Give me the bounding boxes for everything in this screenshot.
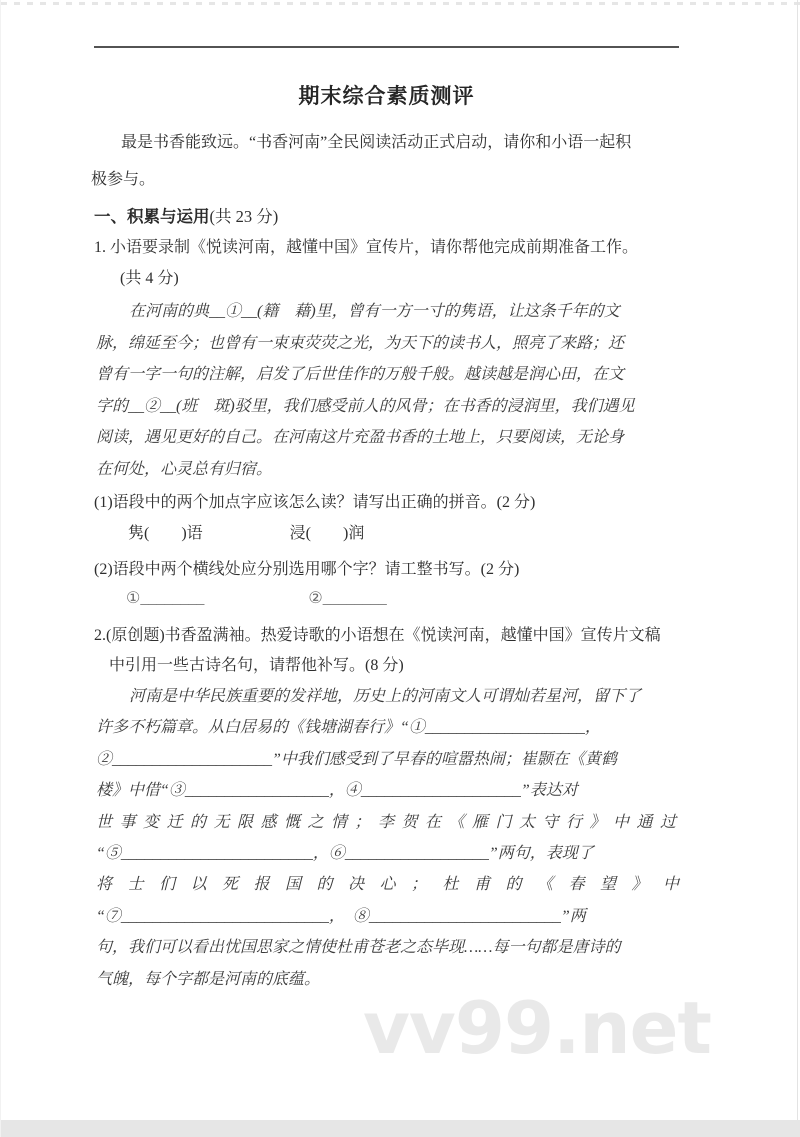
passage-line: 楼》中借“③__________________，④____________________”表达对 bbox=[96, 782, 578, 800]
pinyin-answer-line bbox=[94, 524, 684, 544]
intro-line: 极参与。 bbox=[91, 171, 156, 188]
pinyin-blank-jin: 浸( )润 bbox=[289, 525, 365, 542]
char-blank-1: ①________ bbox=[126, 590, 205, 607]
passage-line: 在何处，心灵总有归宿。 bbox=[96, 460, 273, 478]
question-1 bbox=[94, 232, 684, 294]
intro-line: 最是书香能致远。“书香河南”全民阅读活动正式启动，请你和小语一起积 bbox=[121, 134, 632, 151]
question-2-passage bbox=[96, 681, 695, 995]
question-1-sub1: (1)语段中的两个加点字应该怎么读？请写出正确的拼音。(2 分) bbox=[94, 494, 536, 511]
intro-paragraph bbox=[91, 124, 685, 198]
page-title: 期末综合素质测评 bbox=[298, 84, 475, 108]
section-heading-score: (共 23 分) bbox=[209, 207, 279, 226]
question-2 bbox=[94, 621, 686, 681]
passage-line: 在河南的典__①__(籍 藉)里，曾有一方一寸的隽语，让这条千年的文 bbox=[129, 303, 620, 320]
passage-line: 阅读，遇见更好的自己。在河南这片充盈书香的土地上，只要阅读，无论身 bbox=[96, 429, 625, 446]
passage-line: 许多不朽篇章。从白居易的《钱塘湖春行》“①____________________， bbox=[96, 719, 601, 737]
char-blank-2: ②________ bbox=[308, 590, 387, 607]
question-2-stem: 2.(原创题)书香盈满袖。热爱诗歌的小语想在《悦读河南，越懂中国》宣传片文稿 bbox=[94, 627, 661, 644]
passage-line: ②____________________”中我们感受到了早春的喧嚣热闹；崔颢在《黄鹤 bbox=[96, 750, 617, 768]
passage-line: 气魄，每个字都是河南的底蕴。 bbox=[96, 970, 321, 988]
section-heading-title: 一、积累与运用 bbox=[94, 207, 210, 226]
page-right-edge bbox=[797, 0, 798, 1137]
passage-line: 世事变迁的无限感慨之情；李贺在《雁门太守行》中通过 bbox=[96, 813, 684, 831]
passage-line: 将士们以死报国的决心；杜甫的《春望》中 bbox=[96, 876, 695, 894]
header-rule bbox=[94, 46, 679, 48]
question-2-stem: 中引用一些古诗名句，请帮他补写。(8 分) bbox=[109, 657, 404, 674]
section-heading bbox=[94, 206, 278, 228]
site-watermark: vv99.net bbox=[363, 986, 711, 1070]
question-1-stem: 1. 小语要录制《悦读河南，越懂中国》宣传片，请你帮他完成前期准备工作。 bbox=[94, 239, 639, 256]
page-bottom-edge bbox=[1, 1120, 800, 1137]
passage-line: “⑤________________________，⑥__________________”两句，表现了 bbox=[96, 845, 594, 863]
character-answer-line bbox=[94, 589, 684, 609]
question-1-sub2: (2)语段中两个横线处应分别选用哪个字？请工整书写。(2 分) bbox=[94, 561, 520, 578]
passage-line: 句，我们可以看出忧国思家之情使杜甫苍老之态毕现……每一句都是唐诗的 bbox=[96, 939, 621, 957]
question-1-passage bbox=[96, 296, 684, 485]
passage-line: “⑦__________________________， ⑧________________________”两 bbox=[96, 907, 586, 925]
page-top-perforation bbox=[1, 2, 800, 5]
passage-line: 字的__②__(班 斑)驳里，我们感受前人的风骨；在书香的浸润里，我们遇见 bbox=[96, 397, 635, 415]
question-1-score: (共 4 分) bbox=[120, 270, 179, 287]
pinyin-blank-jun: 隽( )语 bbox=[128, 525, 203, 542]
passage-line: 曾有一字一句的注解，启发了后世佳作的万般千般。越读越是润心田，在文 bbox=[96, 366, 625, 383]
passage-line: 脉，绵延至今；也曾有一束束荧荧之光，为天下的读书人，照亮了来路；还 bbox=[96, 334, 625, 352]
passage-line: 河南是中华民族重要的发祥地，历史上的河南文人可谓灿若星河，留下了 bbox=[129, 688, 642, 705]
